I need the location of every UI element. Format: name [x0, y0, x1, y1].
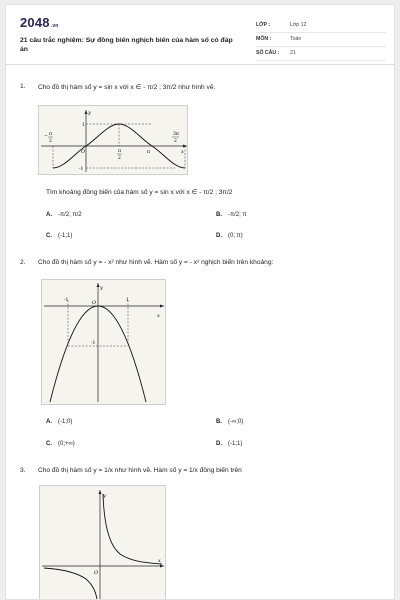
site-logo[interactable]	[20, 15, 59, 30]
answer-option[interactable]	[46, 419, 72, 425]
tick-three-half-pi-den: 2	[174, 139, 177, 144]
answer-option[interactable]	[46, 441, 75, 447]
meta-label: SỐ CÂU :	[256, 50, 280, 56]
meta-label: LỚP :	[256, 22, 271, 28]
option-key: A.	[46, 212, 52, 218]
origin-label: O	[94, 570, 99, 576]
y-axis-label: y	[103, 493, 106, 499]
x-axis-label: x	[181, 149, 184, 155]
meta-row-subject	[256, 34, 386, 47]
answer-option[interactable]	[216, 233, 243, 239]
option-key: A.	[46, 419, 52, 425]
meta-row-count	[256, 48, 386, 61]
tick-neg-half-pi-num: π	[49, 132, 52, 137]
meta-value: Lớp 12	[290, 22, 307, 28]
option-value: -π/2; π	[228, 212, 247, 218]
option-value: (-1;1)	[228, 441, 243, 447]
option-value: (-1;0)	[58, 419, 73, 425]
tick-minus-one-x: -1	[64, 298, 69, 303]
tick-pi: π	[147, 150, 150, 155]
tick-three-half-pi-num: 3π	[173, 132, 179, 137]
tick-minus-sign: −	[44, 134, 48, 139]
tick-one-x: 1	[126, 298, 129, 303]
question-text: Cho đồ thị hàm số y = - x² như hình vẽ. Hàm số y = - x² nghịch biến trên khoảng:	[38, 259, 274, 266]
tick-half-pi-num: π	[118, 149, 121, 154]
question-number: 2.	[20, 259, 26, 266]
tick-half-pi-den: 2	[118, 156, 121, 161]
question-number: 1.	[20, 83, 26, 90]
tick-minus-one-y: -1	[91, 341, 96, 346]
question-text: Cho đồ thị hàm số y = 1/x như hình vẽ. Hàm số y = 1/x đồng biến trên	[38, 467, 242, 474]
meta-row-class	[256, 20, 386, 33]
x-axis-label: x	[157, 313, 160, 319]
y-axis-label: y	[88, 110, 91, 116]
logo-text: 2048	[20, 15, 50, 30]
meta-value: 21	[290, 50, 296, 56]
sine-graph	[38, 105, 188, 175]
document-meta	[256, 20, 386, 62]
parabola-graph	[41, 279, 166, 405]
hyperbola-graph	[39, 485, 166, 600]
document-page	[5, 4, 395, 600]
question-1-subtext: Tìm khoảng đồng biến của hàm số y = sin x với x ∈ - π/2 ; 3π/2	[46, 189, 233, 196]
question-number: 3.	[20, 467, 26, 474]
tick-one: 1	[82, 123, 85, 128]
answer-option[interactable]	[216, 419, 243, 425]
answer-option[interactable]	[46, 212, 82, 218]
origin-label: O	[92, 300, 97, 306]
option-value: -π/2; π/2	[58, 212, 82, 218]
option-value: (-1;1)	[58, 233, 73, 239]
logo-suffix: .vn	[50, 23, 59, 29]
meta-label: MÔN :	[256, 36, 272, 42]
option-key: C.	[46, 441, 52, 447]
x-axis-label: x	[158, 558, 161, 564]
option-value: (0; π)	[228, 233, 243, 239]
question-text: Cho đồ thị hàm số y = sin x với x ∈ - π/2 ; 3π/2 như hình vẽ.	[38, 84, 216, 91]
option-key: B.	[216, 212, 222, 218]
document-header	[6, 5, 395, 65]
option-value: (-∞;0)	[228, 419, 244, 425]
tick-neg-half-pi-den: 2	[49, 139, 52, 144]
option-value: (0;+∞)	[58, 441, 75, 447]
document-title: 21 câu trắc nghiệm: Sự đồng biến nghịch biến của hàm số có đáp án	[20, 37, 233, 53]
option-key: C.	[46, 233, 52, 239]
answer-option[interactable]	[216, 212, 247, 218]
y-axis-label: y	[100, 285, 103, 291]
tick-minus-one: -1	[79, 167, 84, 172]
option-key: B.	[216, 419, 222, 425]
option-key: D.	[216, 233, 222, 239]
option-key: D.	[216, 441, 222, 447]
meta-value: Toán	[290, 36, 302, 42]
answer-option[interactable]	[216, 441, 242, 447]
answer-option[interactable]	[46, 233, 72, 239]
origin-label: O	[81, 149, 86, 155]
